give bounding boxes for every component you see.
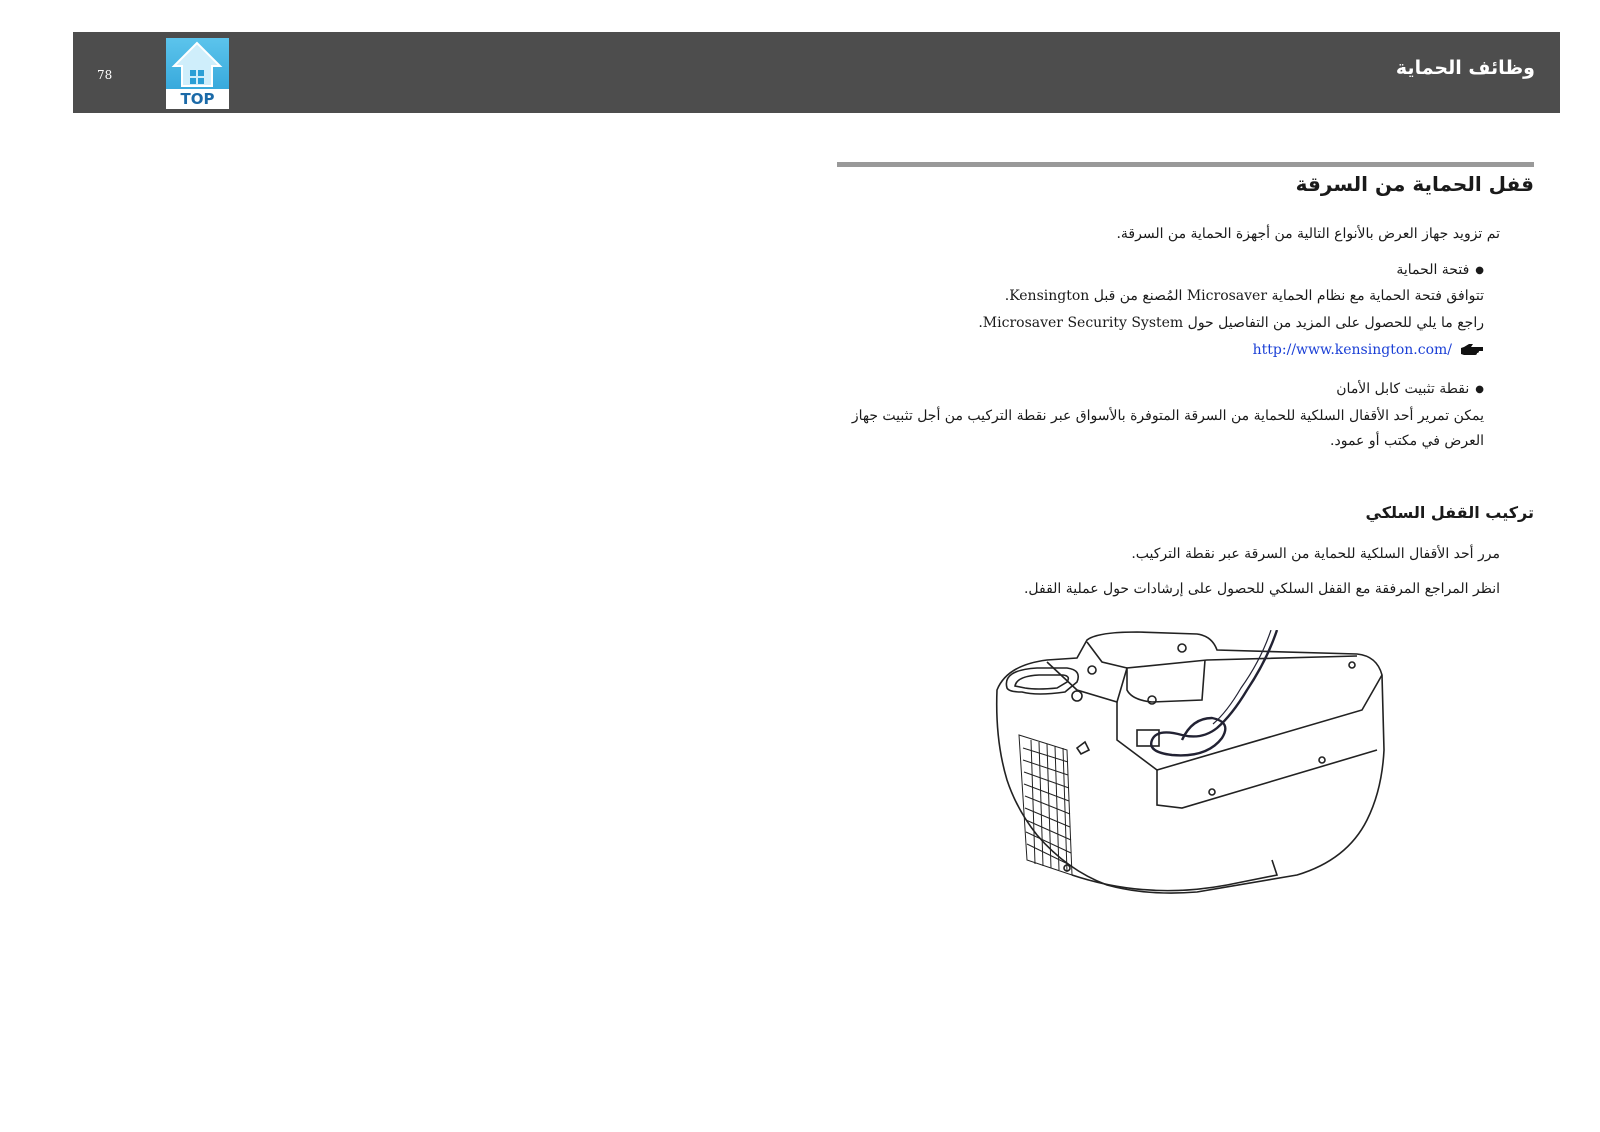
item-line: يمكن تمرير أحد الأقفال السلكية للحماية من السرقة المتوفرة بالأسواق عبر نقطة التركيب من أجل تثبيت جهاز xyxy=(851,408,1484,424)
kensington-link[interactable]: http://www.kensington.com/ xyxy=(1252,342,1452,358)
item-line: العرض في مكتب أو عمود. xyxy=(1330,433,1484,449)
chapter-title: وظائف الحماية xyxy=(1395,57,1535,79)
section-rule xyxy=(837,162,1534,167)
item-heading-label: فتحة الحماية xyxy=(1396,262,1470,278)
subsection-line: مرر أحد الأقفال السلكية للحماية من السرقة عبر نقطة التركيب. xyxy=(1131,546,1500,562)
item-heading-label: نقطة تثبيت كابل الأمان xyxy=(1336,381,1470,397)
subsection-title: تركيب القفل السلكي xyxy=(1365,503,1534,522)
item-heading-security-cable xyxy=(1336,376,1484,403)
item-heading-security-slot xyxy=(1396,257,1484,284)
home-icon xyxy=(166,38,229,90)
subsection-line: انظر المراجع المرفقة مع القفل السلكي للحصول على إرشادات حول عملية القفل. xyxy=(1023,581,1500,597)
projector-with-cable-lock-illustration xyxy=(977,630,1417,920)
top-button[interactable] xyxy=(166,38,229,109)
page-number: 78 xyxy=(97,68,113,82)
link-row xyxy=(1253,337,1484,363)
item-line: راجع ما يلي للحصول على المزيد من التفاصيل حول Microsaver Security System. xyxy=(978,315,1484,331)
top-label: TOP xyxy=(166,89,229,109)
pointing-hand-icon xyxy=(1460,343,1484,357)
page-header xyxy=(73,32,1560,113)
item-line: تتوافق فتحة الحماية مع نظام الحماية Microsaver المُصنع من قبل Kensington. xyxy=(1004,288,1484,304)
section-title: قفل الحماية من السرقة xyxy=(1295,172,1534,196)
intro-text: تم تزويد جهاز العرض بالأنواع التالية من أجهزة الحماية من السرقة. xyxy=(1116,226,1500,242)
